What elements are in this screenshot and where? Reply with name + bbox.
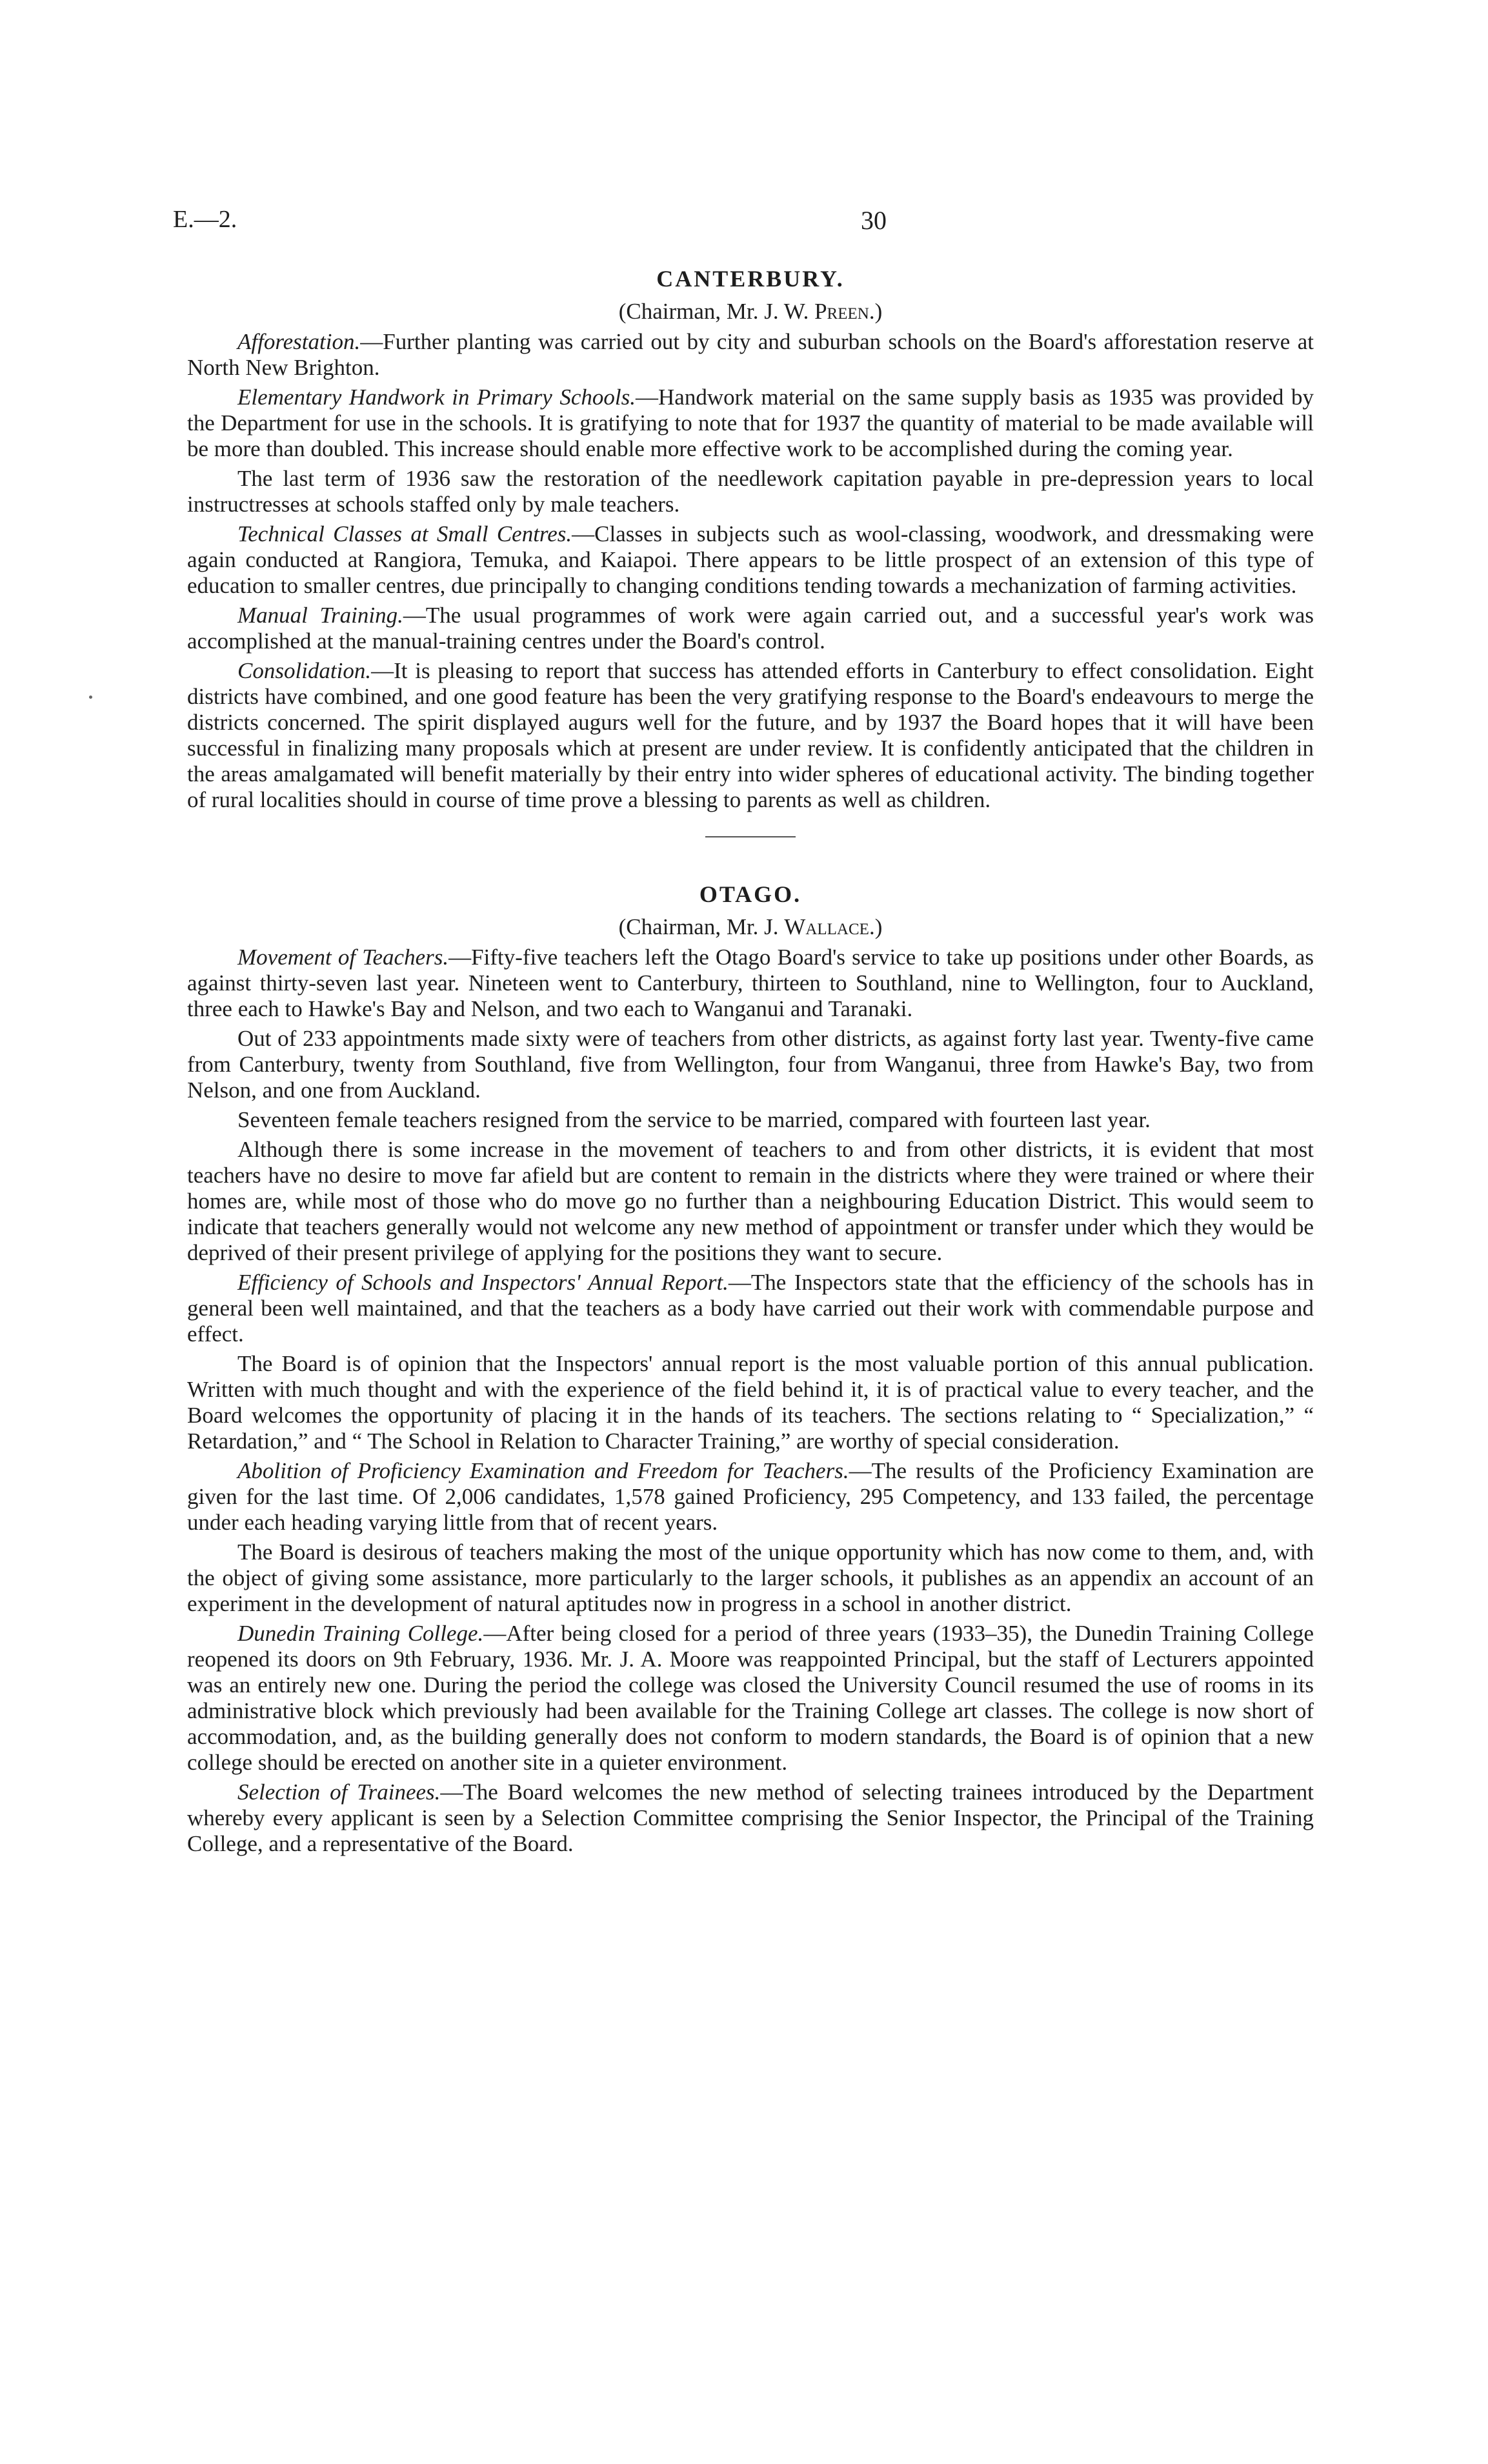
- paragraph-heading: Selection of Trainees.: [237, 1779, 441, 1805]
- paragraph-text: —The results of the Proficiency Examination are given for the last time. Of 2,006 candidates, 1,578 gained Proficiency, 295 Competency, and 133 failed, the percentage under each heading varying little from that of recent years.: [187, 1458, 1314, 1535]
- paragraph-heading: Manual Training.: [237, 603, 403, 628]
- section-title: CANTERBURY.: [656, 266, 845, 292]
- paragraph-text: —After being closed for a period of three years (1933–35), the Dunedin Training College reopened its doors on 9th February, 1936. Mr. J. A. Moore was reappointed Principal, but the staff of Lecturers appointed was an entirely new one. During the period the college was closed the University Council resumed the use of rooms in its administrative block which previously had been available for the Training College art classes. The college is now short of accommodation, and, as the building generally does not conform to modern standards, the Board is of opinion that a new college should be erected on another site in a quieter environment.: [187, 1621, 1314, 1775]
- paragraph: [187, 329, 1314, 381]
- section-canterbury: [187, 263, 1314, 1861]
- paragraph-text: —Further planting was carried out by city and suburban schools on the Board's afforestation reserve at North New Brighton.: [187, 329, 1314, 380]
- document-reference: E.—2.: [173, 206, 237, 233]
- paragraph-text: —Classes in subjects such as wool-classing, woodwork, and dressmaking were again conducted at Rangiora, Temuka, and Kaiapoi. There appears to be little prospect of an extension of this type of education to smaller centres, due principally to changing conditions tending towards a mechanization of farming activities.: [187, 521, 1314, 598]
- section-chairman: (Chairman, Mr. J. Wallace.): [618, 914, 883, 939]
- paragraph-text: Although there is some increase in the movement of teachers to and from other districts, it is evident that most teachers have no desire to move far afield but are content to remain in the districts where they were trained or where their homes are, while most of those who do move go no further than a neighbouring Education District. This would seem to indicate that teachers generally would not welcome any new method of appointment or transfer under which they would be deprived of their present privilege of applying for the positions they want to secure.: [187, 1137, 1314, 1265]
- paragraph: [187, 945, 1314, 1022]
- paragraph: [187, 521, 1314, 599]
- paragraph: [187, 385, 1314, 462]
- paragraph-heading: Movement of Teachers.: [237, 945, 449, 970]
- paragraph: [187, 658, 1314, 813]
- paragraph-heading: Elementary Handwork in Primary Schools.: [237, 385, 636, 410]
- paragraph-heading: Afforestation.: [237, 329, 361, 354]
- paragraph: [187, 1107, 1314, 1133]
- paragraph-heading: Dunedin Training College.: [237, 1621, 484, 1646]
- paragraph: [187, 1621, 1314, 1776]
- paragraph-text: —The usual programmes of work were again carried out, and a successful year's work was accomplished at the manual-training centres under the Board's control.: [187, 603, 1314, 654]
- paragraph: [187, 1539, 1314, 1617]
- paragraph: [187, 1351, 1314, 1454]
- paragraph-text: —The Board welcomes the new method of selecting trainees introduced by the Department whereby every applicant is seen by a Selection Committee comprising the Senior Inspector, the Principal of the Training College, and a representative of the Board.: [187, 1779, 1314, 1856]
- paragraph: [187, 603, 1314, 654]
- paragraph: [187, 1270, 1314, 1347]
- page-header: [173, 205, 1314, 244]
- paragraph-text: —Fifty-five teachers left the Otago Board's service to take up positions under other Boards, as against thirty-seven last year. Nineteen went to Canterbury, thirteen to Southland, nine to Wellington, four to Auckland, three each to Hawke's Bay and Nelson, and two each to Wanganui and Taranaki.: [187, 945, 1314, 1021]
- paragraph-heading: Technical Classes at Small Centres.: [237, 521, 572, 546]
- paragraph: [187, 1458, 1314, 1536]
- paragraph-text: The last term of 1936 saw the restoration of the needlework capitation payable in pre-depression years to local instructresses at schools staffed only by male teachers.: [187, 466, 1314, 517]
- margin-speck: [89, 696, 92, 699]
- paragraph-text: —The Inspectors state that the efficiency of the schools has in general been well maintained, and that the teachers as a body have carried out their work with commendable purpose and effect.: [187, 1270, 1314, 1347]
- section-chairman: (Chairman, Mr. J. W. Preen.): [618, 299, 883, 324]
- paragraph: [187, 1137, 1314, 1266]
- paragraph: [187, 1779, 1314, 1857]
- paragraph-heading: Efficiency of Schools and Inspectors' Annual Report.: [237, 1270, 729, 1295]
- paragraph-text: Seventeen female teachers resigned from the service to be married, compared with fourteen last year.: [237, 1107, 1151, 1132]
- paragraph-text: Out of 233 appointments made sixty were of teachers from other districts, as against forty last year. Twenty-five came from Canterbury, twenty from Southland, five from Wellington, four from Wanganui, three from Hawke's Bay, two from Nelson, and one from Auckland.: [187, 1026, 1314, 1103]
- section-otago: [187, 879, 1314, 1857]
- paragraph-text: —Handwork material on the same supply basis as 1935 was provided by the Department for use in the schools. It is gratifying to note that for 1937 the quantity of material to be made available will be more than doubled. This increase should enable more effective work to be accomplished during the coming year.: [187, 385, 1314, 461]
- paragraph-heading: Consolidation.: [237, 658, 372, 683]
- paragraph-text: The Board is of opinion that the Inspectors' annual report is the most valuable portion of this annual publication. Written with much thought and with the experience of the field behind it, it is of practical value to every teacher, and the Board welcomes the opportunity of placing it in the hands of its teachers. The sections relating to “ Specialization,” “ Retardation,” and “ The School in Relation to Character Training,” are worthy of special consideration.: [187, 1351, 1314, 1454]
- section-title: OTAGO.: [699, 881, 802, 907]
- paragraph: [187, 466, 1314, 517]
- page-number: 30: [861, 206, 887, 235]
- paragraph: [187, 1026, 1314, 1103]
- paragraph-heading: Abolition of Proficiency Examination and Freedom for Teachers.: [237, 1458, 849, 1483]
- paragraph-text: —It is pleasing to report that success has attended efforts in Canterbury to effect consolidation. Eight districts have combined, and one good feature has been the very gratifying response to the Board's endeavours to merge the districts concerned. The spirit displayed augurs well for the future, and by 1937 the Board hopes that it will have been successful in finalizing many proposals which at present are under review. It is confidently anticipated that the children in the areas amalgamated will benefit materially by their entry into wider spheres of educational activity. The binding together of rural localities should in course of time prove a blessing to parents as well as children.: [187, 658, 1314, 812]
- paragraph-text: The Board is desirous of teachers making the most of the unique opportunity which has now come to them, and, with the object of giving some assistance, more particularly to the larger schools, it publishes as an appendix an account of an experiment in the development of natural aptitudes now in progress in a school in another district.: [187, 1539, 1314, 1616]
- section-divider: [705, 836, 796, 837]
